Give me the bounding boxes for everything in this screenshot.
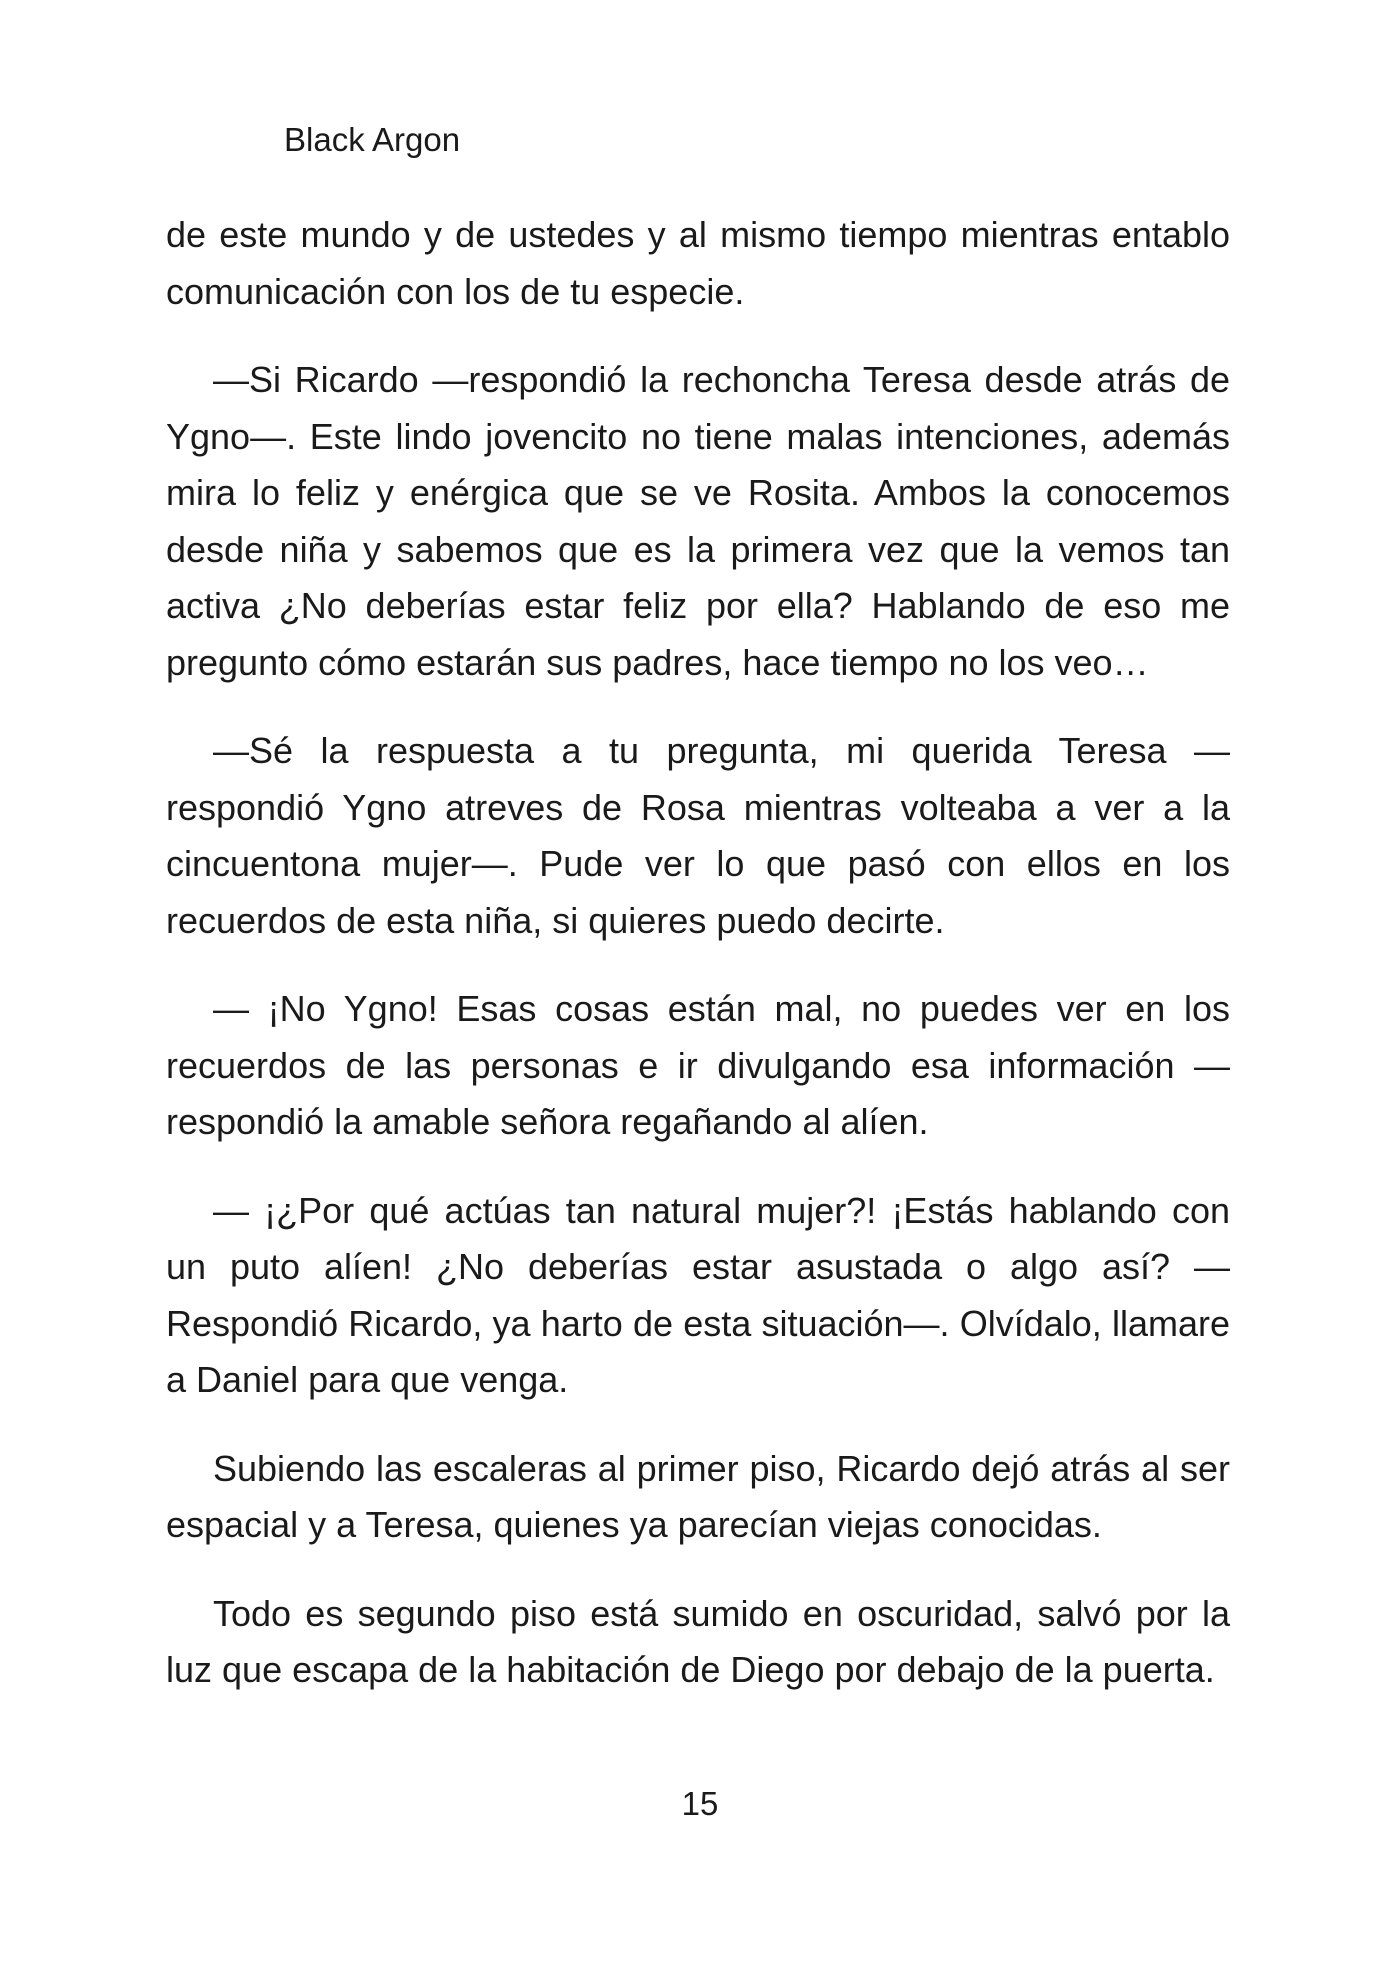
paragraph-ygno-reply: —Sé la respuesta a tu pregunta, mi querida Teresa —respondió Ygno atreves de Rosa mientras volteaba a ver a la cincuentona mujer—. Pude ver lo que pasó con ellos en los recuerdos de esta niña, si quieres puedo decirte. [166,730,1230,941]
paragraph-teresa-scold: — ¡No Ygno! Esas cosas están mal, no puedes ver en los recuerdos de las personas e ir divulgando esa información —respondió la amable señora regañando al alíen. [166,988,1230,1142]
page-number: 15 [681,1785,719,1822]
body-text [166,207,1230,1731]
paragraph-teresa-reply: —Si Ricardo —respondió la rechoncha Teresa desde atrás de Ygno—. Este lindo jovencito no tiene malas intenciones, además mira lo feliz y enérgica que se ve Rosita. Ambos la conocemos desde niña y sabemos que es la primera vez que la vemos tan activa ¿No deberías estar feliz por ella? Hablando de eso me pregunto cómo estarán sus padres, hace tiempo no los veo… [166,359,1230,683]
running-header: Black Argon [284,121,461,158]
paragraph-narration-stairs: Subiendo las escaleras al primer piso, Ricardo dejó atrás al ser espacial y a Teresa, quienes ya parecían viejas conocidas. [166,1447,1230,1545]
paragraph-continuation: de este mundo y de ustedes y al mismo tiempo mientras entablo comunicación con los de tu especie. [166,214,1230,312]
paragraph-ricardo-reply: — ¡¿Por qué actúas tan natural mujer?! ¡Estás hablando con un puto alíen! ¿No deberías estar asustada o algo así? —Respondió Ricardo, ya harto de esta situación—. Olvídalo, llamare a Daniel para que venga. [166,1189,1230,1400]
paragraph-narration-second-floor: Todo es segundo piso está sumido en oscuridad, salvó por la luz que escapa de la habitación de Diego por debajo de la puerta. [166,1592,1230,1690]
